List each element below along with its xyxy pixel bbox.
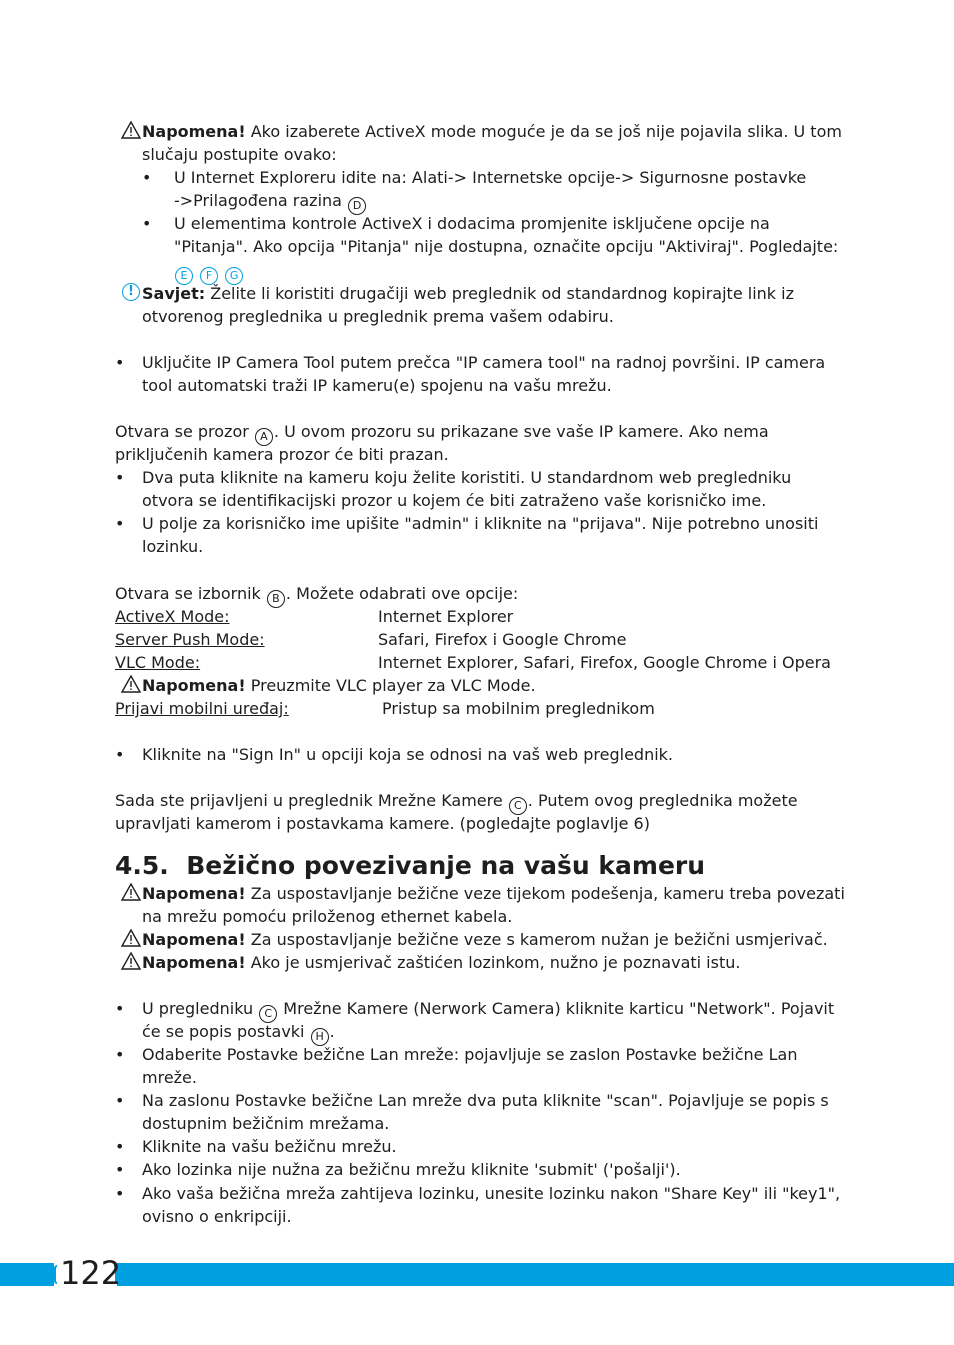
marker-a: A [255,428,273,446]
paragraph-line: upravljati kamerom i postavkama kamere. (pogledajte poglavlje 6) [115,814,650,833]
bracket-left [54,1265,57,1284]
option-value: Internet Explorer [378,607,514,626]
bullet: • [115,1137,125,1156]
marker-b: B [267,590,285,608]
paragraph-line: priključenih kamera prozor će biti prazan. [115,445,449,464]
option-value: Safari, Firefox i Google Chrome [378,630,627,649]
warning-icon [121,951,141,971]
bullet: • [115,1045,125,1064]
paragraph: Otvara se prozor A . U ovom prozoru su prikazane sve vaše IP kamere. Ako nema [115,420,769,446]
bullet: • [115,999,125,1018]
option-label: Prijavi mobilni uređaj: [115,699,289,718]
tip-icon: ! [122,283,140,301]
list-item: Dva puta kliknite na kameru koju želite koristiti. U standardnom web pregledniku [142,468,792,487]
marker-h: H [311,1028,329,1046]
note-label: Napomena! [142,953,246,972]
list-item: U polje za korisničko ime upišite "admin" i kliknite na "prijava". Nije potrebno unositi [142,514,819,533]
tip-label: Savjet: [142,284,206,303]
marker-c: C [509,797,527,815]
bullet: • [115,514,125,533]
bullet: • [142,214,152,233]
bullet: • [115,353,125,372]
note: Napomena! Za uspostavljanje bežične veze tijekom podešenja, kameru treba povezati [142,884,845,903]
note-label: Napomena! [142,930,246,949]
marker-g: G [225,267,243,285]
note-activex: Napomena! Ako izaberete ActiveX mode moguće je da se još nije pojavila slika. U tom [142,122,842,141]
list-item-cont: lozinku. [142,537,204,556]
list-item: Ako lozinka nije nužna za bežičnu mrežu kliknite 'submit' ('pošalji'). [142,1160,681,1179]
list-item: Na zaslonu Postavke bežične Lan mreže dva puta kliknite "scan". Pojavljuje se popis s [142,1091,829,1110]
warning-icon [121,928,141,948]
list-item: U Internet Exploreru idite na: Alati-> Internetske opcije-> Sigurnosne postavke [174,168,807,187]
warning-icon [121,120,141,140]
marker-f: F [200,267,218,285]
list-item: Kliknite na "Sign In" u opciji koja se odnosi na vaš web preglednik. [142,745,673,764]
list-item-cont: otvora se identifikacijski prozor u kojem će biti zatraženo vaše korisničko ime. [142,491,767,510]
list-item-cont: tool automatski traži IP kameru(e) spojenu na vašu mrežu. [142,376,612,395]
bullet: • [115,1091,125,1110]
note-line: na mrežu pomoću priloženog ethernet kabela. [142,907,513,926]
list-item-cont: ->Prilagođena razina D [174,189,367,215]
list-item-cont: "Pitanja". Ako opcija "Pitanja" nije dostupna, označite opciju "Aktiviraj". Pogledajte: [174,237,839,256]
list-item: Uključite IP Camera Tool putem prečca "IP camera tool" na radnoj površini. IP camera [142,353,826,372]
bullet: • [115,468,125,487]
marker-c: C [259,1005,277,1023]
list-item-cont: ovisno o enkripciji. [142,1207,292,1226]
warning-icon [121,674,141,694]
tip-line: otvorenog preglednika u preglednik prema vašem odabiru. [142,307,614,326]
list-item-cont: dostupnim bežičnim mrežama. [142,1114,390,1133]
bullet: • [115,745,125,764]
list-item: Ako vaša bežična mreža zahtijeva lozinku, unesite lozinku nakon "Share Key" ili "key1", [142,1184,841,1203]
note: Napomena! Za uspostavljanje bežične veze s kamerom nužan je bežični usmjerivač. [142,930,828,949]
list-item: U elementima kontrole ActiveX i dodacima promjenite isključene opcije na [174,214,770,233]
option-label: Server Push Mode: [115,630,265,649]
section-heading: 4.5. Bežično povezivanje na vašu kameru [115,851,706,880]
note-label: Napomena! [142,884,246,903]
bullet: • [142,168,152,187]
note-line: slučaju postupite ovako: [142,145,337,164]
list-item-cont: će se popis postavki H . [142,1020,335,1046]
option-value: Internet Explorer, Safari, Firefox, Google Chrome i Opera [378,653,831,672]
list-item: U pregledniku C Mrežne Kamere (Nerwork Camera) kliknite karticu "Network". Pojavit [142,997,834,1023]
note-label: Napomena! [142,676,246,695]
footer-bar [0,1263,954,1286]
marker-d: D [348,197,366,215]
list-item-cont: mreže. [142,1068,197,1087]
marker-e: E [175,267,193,285]
note-label: Napomena! [142,122,246,141]
paragraph: Sada ste prijavljeni u preglednik Mrežne Kamere C . Putem ovog preglednika možete [115,789,798,815]
option-label: ActiveX Mode: [115,607,230,626]
note: Napomena! Ako je usmjerivač zaštićen lozinkom, nužno je poznavati istu. [142,953,741,972]
bullet: • [115,1184,125,1203]
list-item: Kliknite na vašu bežičnu mrežu. [142,1137,397,1156]
bullet: • [115,1160,125,1179]
page-number: 122 [60,1254,122,1292]
tip: Savjet: Želite li koristiti drugačiji web preglednik od standardnog kopirajte link iz [142,284,794,303]
paragraph: Otvara se izbornik B . Možete odabrati ove opcije: [115,582,518,608]
warning-icon [121,882,141,902]
list-item: Odaberite Postavke bežične Lan mreže: pojavljuje se zaslon Postavke bežične Lan [142,1045,798,1064]
note-vlc: Napomena! Preuzmite VLC player za VLC Mode. [142,676,536,695]
option-label: VLC Mode: [115,653,201,672]
option-value: Pristup sa mobilnim preglednikom [382,699,655,718]
